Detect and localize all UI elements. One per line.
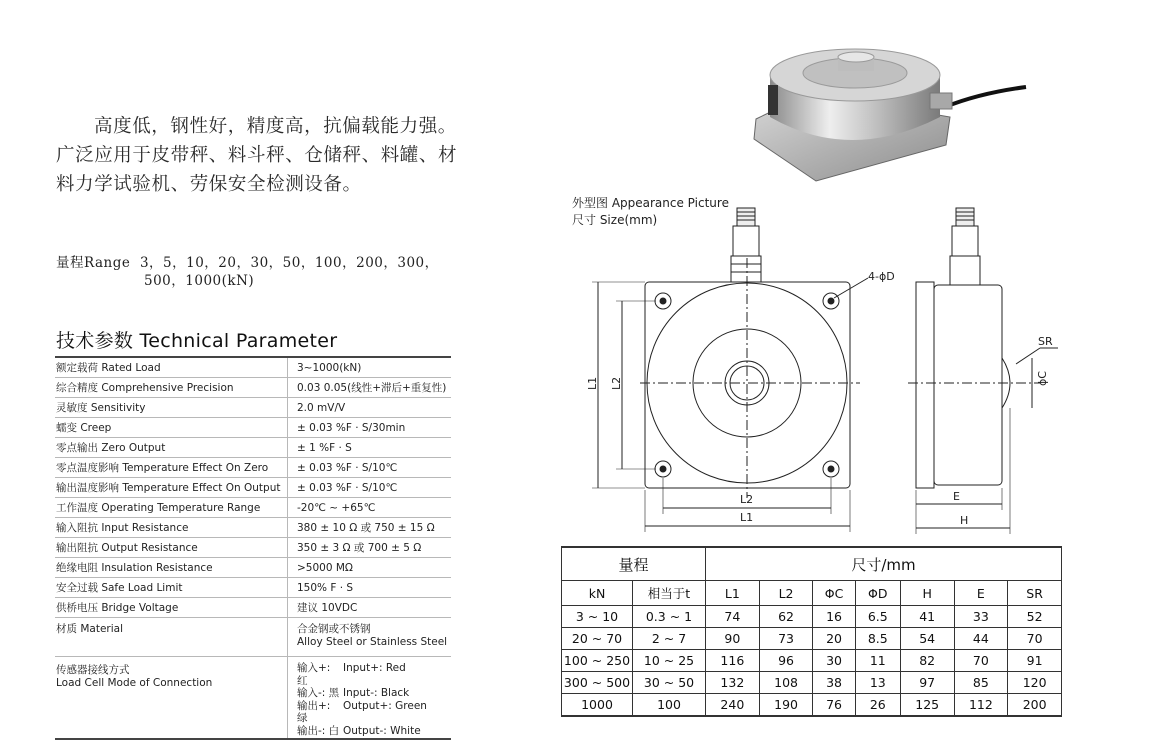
table-row (55, 357, 451, 378)
intro-text (56, 112, 506, 199)
intro-line-1: 高度低，钢性好，精度高，抗偏载能力强。 (94, 116, 457, 137)
dim-header-row (562, 547, 1062, 581)
cell: 38 (813, 672, 855, 694)
table-row (562, 694, 1062, 717)
wire-line (297, 700, 448, 725)
side-flange (916, 282, 934, 488)
cell: 74 (706, 606, 760, 628)
product-photo (750, 35, 1040, 185)
tech-table-body (55, 357, 451, 739)
param-name: 输出阻抗 Output Resistance (55, 538, 288, 558)
table-row (55, 398, 451, 418)
tech-title: 技术参数 Technical Parameter (56, 330, 338, 352)
col-header: 相当于t (633, 581, 706, 606)
hole-leader (834, 278, 868, 298)
cell: 125 (900, 694, 954, 717)
param-name: 安全过载 Safe Load Limit (55, 578, 288, 598)
size-title: 尺寸 Size(mm) (572, 213, 658, 227)
wire-en: Input+: Red (343, 662, 406, 674)
cell: 91 (1008, 650, 1062, 672)
cell: 97 (900, 672, 954, 694)
param-name: 灵敏度 Sensitivity (55, 398, 288, 418)
table-row (55, 498, 451, 518)
param-name: 蠕变 Creep (55, 418, 288, 438)
range-values-2: 500，1000(kN) (144, 273, 255, 289)
sr-leader (1016, 348, 1040, 364)
param-name: 输入阻抗 Input Resistance (55, 518, 288, 538)
wire-en: Output+: Green (343, 699, 427, 712)
col-header: H (900, 581, 954, 606)
cell: 26 (855, 694, 900, 717)
label-l1-horizontal: L1 (740, 511, 754, 524)
label-e: E (953, 490, 960, 503)
cell: 116 (706, 650, 760, 672)
cell: 30 (813, 650, 855, 672)
material-cn: 合金钢或不锈钢 (297, 623, 371, 635)
cell: 70 (954, 650, 1008, 672)
param-value: 2.0 mV/V (288, 398, 452, 418)
table-row (562, 672, 1062, 694)
cell: 108 (759, 672, 813, 694)
label-l2-vertical: L2 (610, 376, 623, 390)
cell: 54 (900, 628, 954, 650)
param-name: 零点输出 Zero Output (55, 438, 288, 458)
cell: 8.5 (855, 628, 900, 650)
param-value: >5000 MΩ (288, 558, 452, 578)
table-row (55, 578, 451, 598)
wire-en: Input-: Black (343, 687, 410, 699)
wire-line (297, 687, 448, 700)
cell: 16 (813, 606, 855, 628)
cell: 100 ~ 250 (562, 650, 633, 672)
param-value (288, 657, 452, 740)
cell: 85 (954, 672, 1008, 694)
material-en: Alloy Steel or Stainless Steel (297, 636, 448, 648)
cell: 200 (1008, 694, 1062, 717)
technical-drawing (570, 198, 1070, 538)
dimension-table (561, 546, 1062, 717)
head-range: 量程 (562, 547, 706, 581)
cell: 10 ~ 25 (633, 650, 706, 672)
label-c: ϕC (1036, 371, 1049, 386)
table-row-material (55, 618, 451, 657)
param-value (288, 618, 452, 657)
label-l2-horizontal: L2 (740, 493, 754, 506)
wire-en: Output-: White (343, 724, 421, 737)
cell: 100 (633, 694, 706, 717)
connection-cn: 传感器接线方式 (56, 664, 130, 676)
table-row (562, 650, 1062, 672)
param-value: 150% F · S (288, 578, 452, 598)
cell: 73 (759, 628, 813, 650)
table-row (562, 628, 1062, 650)
table-row (55, 438, 451, 458)
param-name: 绝缘电阻 Insulation Resistance (55, 558, 288, 578)
col-header: ΦC (813, 581, 855, 606)
cell: 300 ~ 500 (562, 672, 633, 694)
cell: 240 (706, 694, 760, 717)
load-button-top (838, 52, 874, 62)
wire-cn: 输出-: 白 (297, 724, 340, 737)
cell: 52 (1008, 606, 1062, 628)
param-name (55, 657, 288, 740)
table-row (55, 598, 451, 618)
param-value: 3~1000(kN) (288, 357, 452, 378)
intro-line-2: 广泛应用于皮带秤、料斗秤、仓储秤、料罐、材 (56, 145, 458, 166)
cell: 11 (855, 650, 900, 672)
param-value: ± 0.03 %F · S/30min (288, 418, 452, 438)
wire-line (297, 662, 448, 687)
col-header: E (954, 581, 1008, 606)
col-header: L1 (706, 581, 760, 606)
connector-front (731, 208, 761, 282)
cell: 70 (1008, 628, 1062, 650)
cell: 112 (954, 694, 1008, 717)
connection-en: Load Cell Mode of Connection (56, 677, 213, 689)
cell: 2 ~ 7 (633, 628, 706, 650)
appearance-title: 外型图 Appearance Picture (572, 196, 729, 210)
param-name: 输出温度影响 Temperature Effect On Output (55, 478, 288, 498)
param-name: 零点温度影响 Temperature Effect On Zero (55, 458, 288, 478)
param-name: 供桥电压 Bridge Voltage (55, 598, 288, 618)
wire-cn: 输出+: 绿 (297, 699, 331, 724)
table-row (55, 378, 451, 398)
cell: 30 ~ 50 (633, 672, 706, 694)
label-l1-vertical: L1 (586, 376, 599, 390)
table-row (55, 418, 451, 438)
cell: 1000 (562, 694, 633, 717)
cell: 13 (855, 672, 900, 694)
tech-table (55, 356, 451, 740)
param-value: ± 1 %F · S (288, 438, 452, 458)
col-header: kN (562, 581, 633, 606)
range-values-1: 3，5，10，20，30，50，100，200，300， (139, 255, 439, 271)
cell: 76 (813, 694, 855, 717)
param-name: 工作温度 Operating Temperature Range (55, 498, 288, 518)
cell: 62 (759, 606, 813, 628)
label-sr: SR (1038, 335, 1053, 348)
param-value: ± 0.03 %F · S/10℃ (288, 478, 452, 498)
param-value: 0.03 0.05(线性+滞后+重复性) (288, 378, 452, 398)
param-value: 380 ± 10 Ω 或 750 ± 15 Ω (288, 518, 452, 538)
table-row-connection (55, 657, 451, 740)
param-name: 材质 Material (55, 618, 288, 657)
cell: 82 (900, 650, 954, 672)
param-value: 350 ± 3 Ω 或 700 ± 5 Ω (288, 538, 452, 558)
cell: 44 (954, 628, 1008, 650)
cell: 132 (706, 672, 760, 694)
cell: 96 (759, 650, 813, 672)
range-block (56, 254, 439, 290)
table-row (55, 458, 451, 478)
cell: 90 (706, 628, 760, 650)
wire-cn: 输入-: 黑 (297, 687, 340, 699)
range-label: 量程Range (56, 255, 131, 271)
cable-gland (930, 93, 952, 109)
param-name: 综合精度 Comprehensive Precision (55, 378, 288, 398)
col-header: L2 (759, 581, 813, 606)
hole-label: 4-ϕD (868, 270, 895, 283)
param-name: 额定载荷 Rated Load (55, 357, 288, 378)
label-h: H (960, 514, 969, 527)
col-header: SR (1008, 581, 1062, 606)
cell: 190 (759, 694, 813, 717)
param-value: ± 0.03 %F · S/10℃ (288, 458, 452, 478)
cell: 6.5 (855, 606, 900, 628)
dim-columns-row (562, 581, 1062, 606)
wire-line (297, 725, 448, 738)
cell: 41 (900, 606, 954, 628)
cell: 3 ~ 10 (562, 606, 633, 628)
cell: 20 ~ 70 (562, 628, 633, 650)
table-row (55, 518, 451, 538)
param-value: 建议 10VDC (288, 598, 452, 618)
wire-cn: 输入+: 红 (297, 662, 331, 687)
connector-side (950, 208, 980, 285)
label-strip (768, 85, 778, 115)
cell: 0.3 ~ 1 (633, 606, 706, 628)
cell: 33 (954, 606, 1008, 628)
table-row (55, 478, 451, 498)
cell: 120 (1008, 672, 1062, 694)
cable (945, 87, 1026, 107)
cell: 20 (813, 628, 855, 650)
table-row (55, 558, 451, 578)
col-header: ΦD (855, 581, 900, 606)
param-value: -20℃ ~ +65℃ (288, 498, 452, 518)
side-body (934, 285, 1002, 485)
head-size: 尺寸/mm (706, 547, 1062, 581)
intro-line-3: 料力学试验机、劳保安全检测设备。 (56, 174, 362, 195)
table-row (55, 538, 451, 558)
table-row (562, 606, 1062, 628)
